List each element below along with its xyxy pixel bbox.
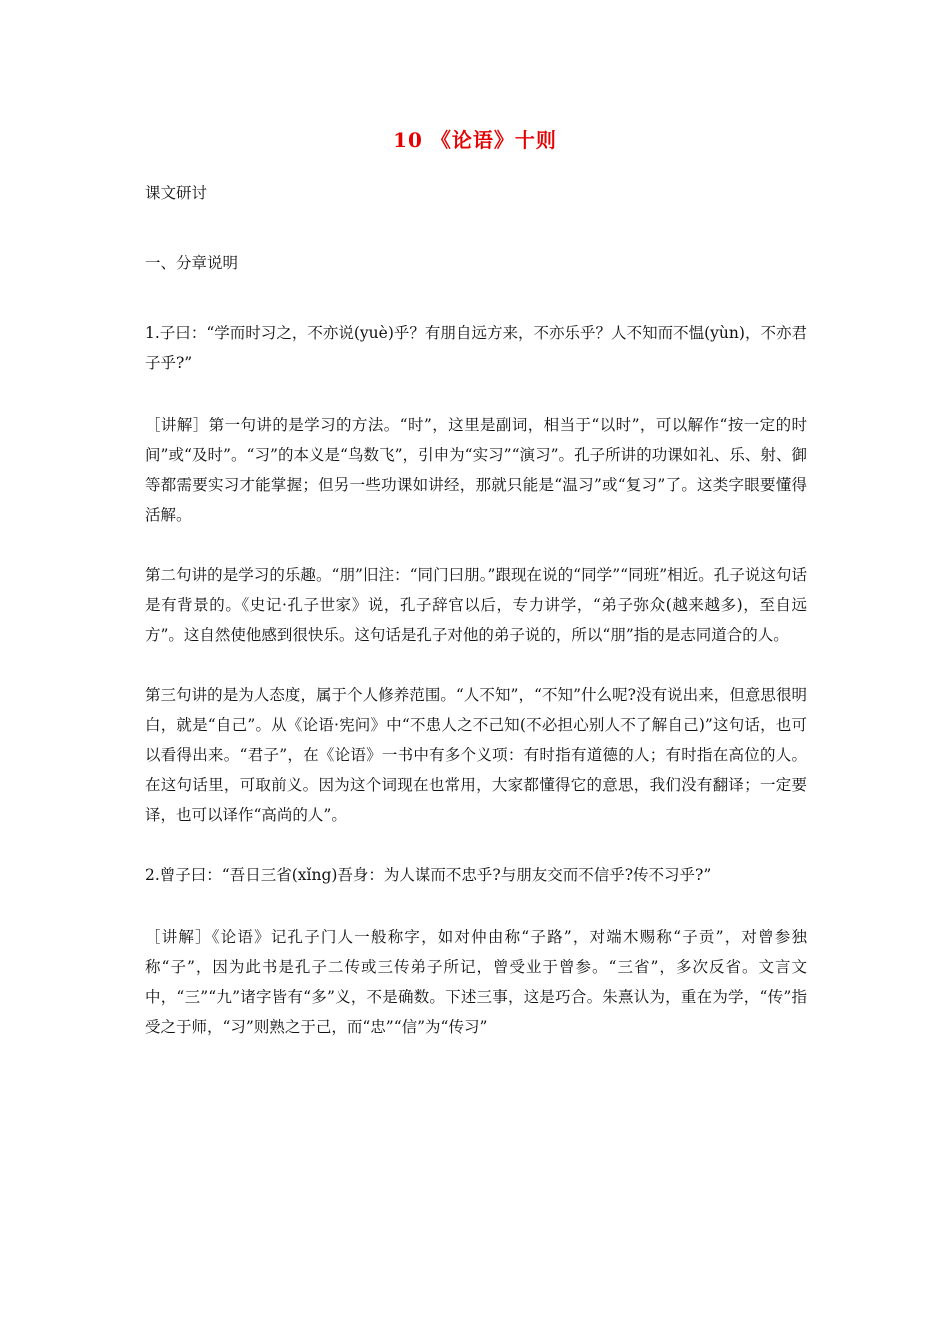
document-body <box>145 178 807 1042</box>
paragraph-quote-1: 1.子曰：“学而时习之，不亦说(yuè)乎？有朋自远方来，不亦乐乎？人不知而不愠(yùn)，不亦君子乎?” <box>145 324 807 372</box>
paragraph-explanation-3: 第三句讲的是为人态度，属于个人修养范围。“人不知”，“不知”什么呢?没有说出来，但意思很明白，就是“自己”。从《论语·宪问》中“不患人之不己知(不必担心别人不了解自己)”这句话，也可以看得出来。“君子”，在《论语》一书中有多个义项：有时指有道德的人；有时指在高位的人。在这句话里，可取前义。因为这个词现在也常用，大家都懂得它的意思，我们没有翻译；一定要译，也可以译作“高尚的人”。 <box>145 686 807 824</box>
paragraph-explanation-1: ［讲解］第一句讲的是学习的方法。“时”，这里是副词，相当于“以时”，可以解作“按一定的时间”或“及时”。“习”的本义是“鸟数飞”，引申为“实习”“演习”。孔子所讲的功课如礼、乐、射、御等都需要实习才能掌握；但另一些功课如讲经，那就只能是“温习”或“复习”了。这类字眼要懂得活解。 <box>145 416 807 524</box>
paragraph-explanation-2: 第二句讲的是学习的乐趣。“朋”旧注：“同门曰朋。”跟现在说的“同学”“同班”相近。孔子说这句话是有背景的。《史记·孔子世家》说，孔子辞官以后，专力讲学，“弟子弥众(越来越多)，至自远方”。这自然使他感到很快乐。这句话是孔子对他的弟子说的，所以“朋”指的是志同道合的人。 <box>145 566 807 644</box>
document-title: 10 《论语》十则 <box>393 128 557 152</box>
subsection-heading: 一、分章说明 <box>145 254 239 272</box>
paragraph-quote-2: 2.曾子曰：“吾日三省(xǐng)吾身：为人谋而不忠乎?与朋友交而不信乎?传不习乎?” <box>145 866 712 884</box>
paragraph-explanation-4: ［讲解］《论语》记孔子门人一般称字，如对仲由称“子路”，对端木赐称“子贡”，对曾参独称“子”，因为此书是孔子二传或三传弟子所记，曾受业于曾参。“三省”，多次反省。文言文中，“三”“九”诸字皆有“多”义，不是确数。下述三事，这是巧合。朱熹认为，重在为学，“传”指受之于师，“习”则熟之于己，而“忠”“信”为“传习” <box>145 928 807 1036</box>
section-heading: 课文研讨 <box>145 184 208 202</box>
